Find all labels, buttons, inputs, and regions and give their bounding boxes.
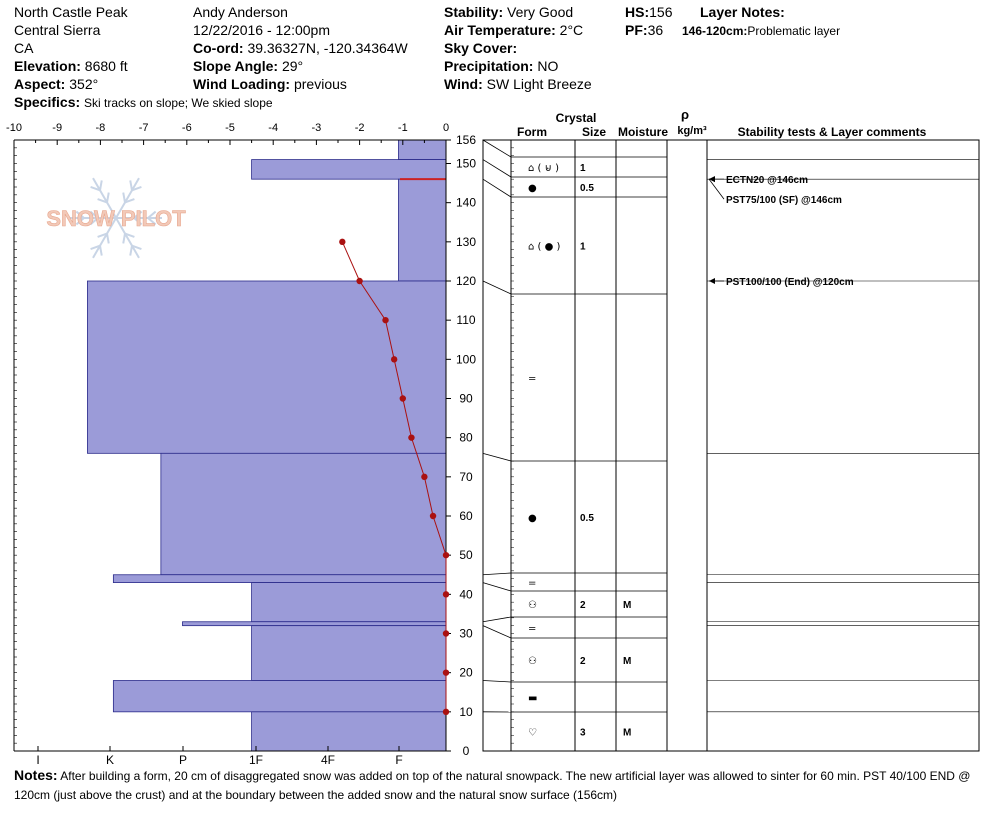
pf-value: 36 xyxy=(647,22,664,38)
snowflake-branch xyxy=(107,193,109,203)
specifics-label: Specifics: xyxy=(14,94,81,110)
row-form: = xyxy=(528,623,537,635)
temp-point xyxy=(430,513,436,519)
boundary-connector xyxy=(483,681,511,683)
temp-tick-label: 0 xyxy=(442,122,450,134)
wind-label: Wind: xyxy=(444,76,483,92)
notes-text: After building a form, 20 cm of disaggregated snow was added on top of the natural snowpack. The new artificial layer was allowed to sinter for 60 min. PST 40/100 END @ 120cm (just above the crust) and at the boundary between the added snow and the natural snow surface (156cm) xyxy=(14,769,971,802)
sky-label: Sky Cover: xyxy=(444,40,518,56)
row-size: 0.5 xyxy=(580,513,594,524)
temp-tick-label: -10 xyxy=(6,122,22,134)
col-form: Form xyxy=(517,125,547,139)
snowflake-branch xyxy=(107,234,109,244)
aspect-value: 352° xyxy=(69,76,99,92)
stability-value: Very Good xyxy=(507,4,574,20)
hardness-bar xyxy=(113,681,446,712)
test-label: PST75/100 (SF) @146cm xyxy=(726,195,842,207)
snowflake-branch xyxy=(100,180,102,190)
row-form: ⌂ ( ⊌ ) xyxy=(528,163,560,174)
row-size: 1 xyxy=(580,163,586,174)
height-tick-label: 20 xyxy=(459,665,473,680)
height-tick-label: 120 xyxy=(455,274,477,288)
col-size: Size xyxy=(581,125,607,139)
hardness-bar xyxy=(398,140,446,160)
height-tick-label: 50 xyxy=(459,548,473,563)
row-size: 2 xyxy=(580,656,586,667)
col-moisture: Moisture xyxy=(617,125,669,139)
col-crystal: Crystal xyxy=(555,111,597,125)
col-density-unit: kg/m³ xyxy=(677,125,707,137)
row-form: ⌂ ( ● ) xyxy=(528,241,561,253)
temp-tick-label: -4 xyxy=(268,122,279,134)
elevation-value: 8680 ft xyxy=(84,58,128,74)
boundary-connector xyxy=(483,453,511,461)
height-tick-label: 80 xyxy=(459,430,473,445)
row-form: ● xyxy=(528,513,537,524)
pf-label: PF: xyxy=(625,22,648,38)
temp-point xyxy=(443,630,449,636)
height-tick-label: 130 xyxy=(455,234,477,249)
wind-loading-value: previous xyxy=(293,76,347,92)
hardness-bar xyxy=(182,622,446,626)
temp-point xyxy=(339,239,345,245)
row-form: ● xyxy=(528,183,537,194)
snowflake-branch xyxy=(123,193,125,203)
temp-point xyxy=(443,591,449,597)
hardness-bar xyxy=(161,453,446,574)
temp-tick-label: -8 xyxy=(95,122,106,134)
row-size: 1 xyxy=(580,241,586,253)
height-tick-label: 60 xyxy=(459,509,473,523)
stability-label: Stability: xyxy=(444,4,504,20)
hs-value: 156 xyxy=(649,4,673,20)
temp-point xyxy=(408,434,414,440)
mountain-range: Central Sierra xyxy=(14,22,101,38)
wind-loading-label: Wind Loading: xyxy=(193,76,291,92)
row-moisture: M xyxy=(623,656,632,667)
slope-label: Slope Angle: xyxy=(193,58,279,74)
height-tick-label: 30 xyxy=(459,626,473,641)
boundary-connector xyxy=(483,281,511,294)
table-frame xyxy=(483,140,979,751)
temp-tick-label: -6 xyxy=(181,122,192,134)
row-form: ⚇ xyxy=(528,656,537,667)
height-tick-label: 40 xyxy=(459,587,473,602)
height-tick-label: 90 xyxy=(459,391,473,406)
hardness-label: F xyxy=(395,753,403,766)
temp-point xyxy=(443,552,449,558)
hs-label: HS: xyxy=(625,4,650,20)
snowflake-branch xyxy=(130,180,132,190)
snowflake-branch xyxy=(123,234,125,244)
snow-pilot-logo xyxy=(46,178,186,258)
height-tick-label: 100 xyxy=(455,352,477,367)
hardness-bar xyxy=(252,160,446,180)
test-arrow xyxy=(709,278,715,284)
row-size: 0.5 xyxy=(580,183,594,194)
snowflake-branch xyxy=(100,246,102,256)
boundary-connector xyxy=(483,573,511,575)
row-form: ⚇ xyxy=(528,600,537,611)
hardness-label: K xyxy=(105,753,115,766)
height-tick-label: 110 xyxy=(456,313,476,328)
hardness-bar xyxy=(252,583,446,622)
row-size: 3 xyxy=(580,727,586,739)
precip-label: Precipitation: xyxy=(444,58,534,74)
boundary-connector xyxy=(483,140,511,157)
col-stability: Stability tests & Layer comments xyxy=(737,125,927,139)
hardness-bar xyxy=(252,626,446,681)
logo-text: SNOW PILOT xyxy=(46,206,186,231)
boundary-connector xyxy=(483,626,511,638)
hardness-label: I xyxy=(36,753,40,766)
temp-point xyxy=(391,356,397,362)
hardness-label: 1F xyxy=(248,753,264,766)
height-tick-label: 0 xyxy=(462,744,470,758)
datetime: 12/22/2016 - 12:00pm xyxy=(193,22,330,38)
hardness-bar xyxy=(87,281,446,453)
height-tick-label: 140 xyxy=(455,195,477,210)
test-label: ECTN20 @146cm xyxy=(726,175,809,187)
temp-tick-label: -5 xyxy=(225,122,235,134)
notes xyxy=(14,766,990,805)
temp-point xyxy=(356,278,362,284)
row-form: ▬ xyxy=(528,693,538,704)
state: CA xyxy=(14,40,34,56)
air-temp-label: Air Temperature: xyxy=(444,22,556,38)
temp-point xyxy=(421,474,427,480)
row-moisture: M xyxy=(623,727,632,739)
temp-tick-label: -9 xyxy=(52,122,63,134)
location: North Castle Peak xyxy=(14,4,128,20)
hardness-bar xyxy=(398,179,446,281)
elevation-label: Elevation: xyxy=(14,58,81,74)
row-form: ♡ xyxy=(528,727,537,739)
test-arrow xyxy=(709,176,715,182)
temp-tick-label: -7 xyxy=(138,122,149,134)
boundary-connector xyxy=(483,160,511,177)
temp-point xyxy=(400,395,406,401)
coord-label: Co-ord: xyxy=(193,40,244,56)
wind-value: SW Light Breeze xyxy=(486,76,592,92)
temp-tick-label: -1 xyxy=(397,122,408,134)
height-tick-label: 150 xyxy=(455,156,477,171)
height-tick-label: 156 xyxy=(455,133,477,147)
temp-tick-label: -2 xyxy=(354,122,365,134)
test-leader xyxy=(709,179,724,199)
temp-tick-label: -3 xyxy=(311,122,322,134)
air-temp-value: 2°C xyxy=(559,22,584,38)
coord-value: 39.36327N, -120.34364W xyxy=(247,40,408,56)
precip-value: NO xyxy=(537,58,559,74)
row-size: 2 xyxy=(580,600,586,611)
row-form: = xyxy=(528,578,537,589)
col-rho: ρ xyxy=(680,107,690,122)
hardness-bar xyxy=(113,575,446,583)
stability-tests xyxy=(709,175,854,288)
temp-point xyxy=(443,669,449,675)
height-tick-label: 10 xyxy=(459,704,473,719)
layer-notes-title: Layer Notes: xyxy=(700,4,785,20)
hardness-bar xyxy=(252,712,446,751)
snowflake-branch xyxy=(130,246,132,256)
slope-value: 29° xyxy=(281,58,304,74)
specifics-value: Ski tracks on slope; We skied slope xyxy=(84,96,273,110)
row-form: = xyxy=(528,373,537,385)
notes-label: Notes: xyxy=(14,767,58,783)
hardness-label: 4F xyxy=(320,753,336,766)
test-label: PST100/100 (End) @120cm xyxy=(726,277,854,288)
layer-note-range: 146-120cm: xyxy=(682,24,748,38)
layer-note-text: Problematic layer xyxy=(747,24,841,38)
height-tick-label: 70 xyxy=(459,469,473,484)
hardness-layers xyxy=(87,140,446,751)
boundary-connector xyxy=(483,179,511,197)
boundary-connector xyxy=(483,617,511,622)
temp-point xyxy=(443,709,449,715)
hardness-label: P xyxy=(178,753,188,766)
row-moisture: M xyxy=(623,600,632,611)
boundary-connector xyxy=(483,583,511,591)
aspect-label: Aspect: xyxy=(14,76,66,92)
observer: Andy Anderson xyxy=(193,4,288,20)
temp-point xyxy=(382,317,388,323)
